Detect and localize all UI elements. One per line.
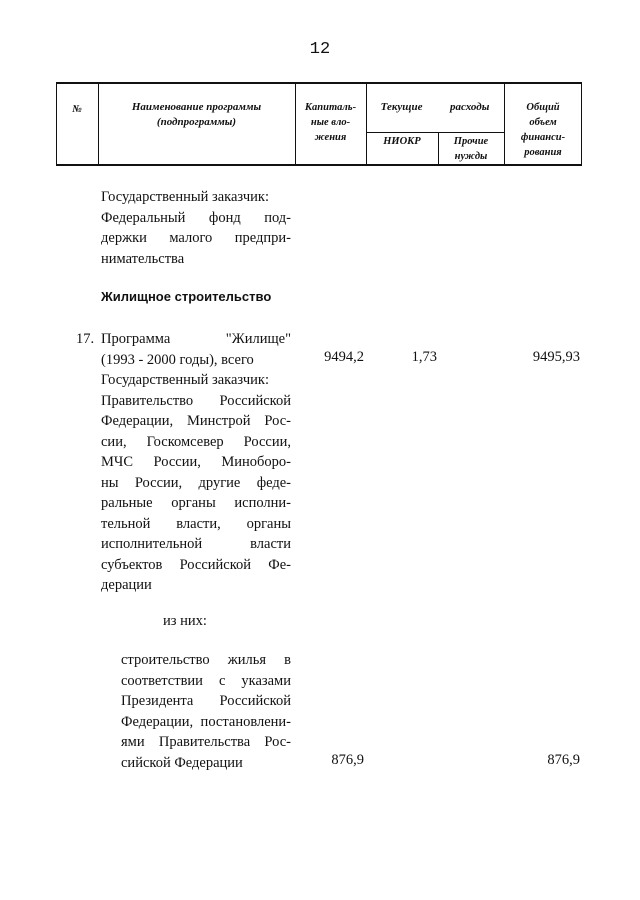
- header-col-capital: [295, 100, 366, 145]
- col-capital-line3: жения: [314, 132, 347, 143]
- program-line: Государственный заказчик:: [101, 372, 269, 388]
- program-line: Программа "Жилище": [101, 331, 291, 347]
- col-total-line1: Общий: [526, 102, 560, 113]
- sub-item-total-value: 876,9: [547, 752, 580, 768]
- col-number-label: №: [72, 104, 82, 115]
- header-col-total: [504, 100, 582, 160]
- col-separator-3: [366, 82, 367, 166]
- of-them-label: из них:: [163, 613, 207, 629]
- customer-block: [101, 187, 291, 269]
- page-number: 12: [309, 40, 331, 59]
- sub-item-line: соответствии с указами: [121, 672, 291, 689]
- header-col-niokr: [366, 134, 438, 149]
- col-name-line1: Наименование программы: [131, 101, 262, 113]
- header-left-border: [56, 82, 57, 166]
- col-other-line1: Прочие: [453, 136, 489, 147]
- col-total-line2: объем: [529, 117, 557, 128]
- customer-line: Государственный заказчик:: [101, 189, 269, 205]
- col-current-word1: Текущие: [380, 101, 423, 113]
- customer-line: Федеральный фонд под-: [101, 209, 291, 226]
- program-line: (1993 - 2000 годы), всего: [101, 351, 254, 368]
- program-line: исполнительной власти: [101, 536, 291, 552]
- col-capital-line1: Капиталь-: [304, 102, 357, 113]
- col-current-word2: расходы: [449, 101, 490, 113]
- sub-item-line: ями Правительства Рос-: [121, 734, 291, 750]
- section-title: Жилищное строительство: [101, 289, 272, 304]
- program-number: 17.: [76, 331, 95, 347]
- header-col-name: [98, 100, 295, 130]
- col-capital-line2: ные вло-: [310, 117, 351, 128]
- program-line: ральные органы исполни-: [101, 495, 291, 511]
- program-line: МЧС России, Миноборо-: [101, 454, 291, 470]
- col-other-line2: нужды: [454, 151, 488, 162]
- program-line: субъектов Российской Фе-: [101, 556, 291, 573]
- col-name-line2: (подпрограммы): [156, 116, 237, 128]
- sub-item-description: [121, 650, 291, 773]
- program-capital-value: 9494,2: [324, 349, 364, 365]
- customer-line: нимательства: [101, 250, 185, 267]
- program-line: ны России, другие феде-: [101, 474, 291, 491]
- program-line: дерации: [101, 577, 152, 593]
- customer-line: держки малого предпри-: [101, 230, 291, 246]
- col-total-line4: рования: [524, 147, 562, 158]
- header-col-other: [438, 134, 504, 164]
- program-line: Федерации, Минстрой Рос-: [101, 413, 291, 429]
- col-total-line3: финанси-: [520, 132, 566, 143]
- program-niokr-value: 1,73: [411, 349, 437, 365]
- sub-item-capital-value: 876,9: [331, 752, 364, 768]
- sub-item-line: Федерации, постановлени-: [121, 713, 291, 730]
- program-line: тельной власти, органы: [101, 515, 291, 532]
- program-description: [101, 329, 291, 596]
- header-col-number: [56, 102, 98, 117]
- program-line: сии, Госкомсевер России,: [101, 433, 291, 450]
- subheader-line: [366, 132, 504, 133]
- program-line: Правительство Российской: [101, 392, 291, 409]
- header-col-current: [366, 100, 504, 115]
- col-niokr-label: НИОКР: [383, 136, 421, 147]
- sub-item-line: Президента Российской: [121, 693, 291, 709]
- sub-item-line: строительство жилья в: [121, 652, 291, 668]
- table-header: [56, 82, 582, 166]
- program-total-value: 9495,93: [532, 349, 580, 365]
- sub-item-line: сийской Федерации: [121, 754, 243, 771]
